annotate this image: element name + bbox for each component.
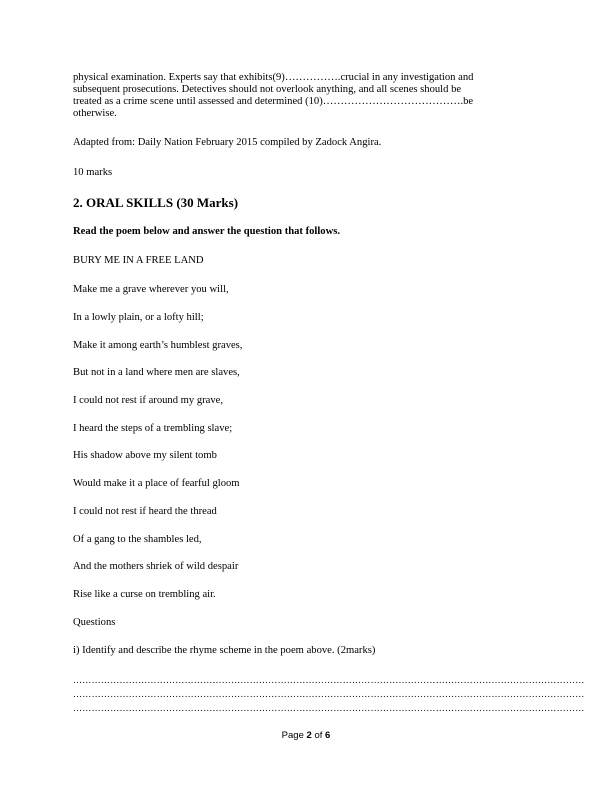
section-heading: 2. ORAL SKILLS (30 Marks): [73, 195, 239, 210]
poem-line: I could not rest if heard the thread: [73, 506, 217, 517]
poem-line: Rise like a curse on trembling air.: [73, 589, 216, 600]
answer-line: …………………………………………………………………………………………………………………………………………………: [73, 703, 585, 713]
footer-of: of: [314, 730, 323, 741]
answer-line: …………………………………………………………………………………………………………………………………………………: [73, 689, 585, 699]
poem-line: Make me a grave wherever you will,: [73, 284, 229, 295]
poem-line: Make it among earth’s humblest graves,: [73, 340, 243, 351]
passage-line-2: subsequent prosecutions. Detectives should not overlook anything, and all scenes should be: [73, 84, 462, 95]
poem-line: But not in a land where men are slaves,: [73, 367, 240, 378]
source-citation: Adapted from: Daily Nation February 2015 compiled by Zadock Angira.: [73, 137, 382, 148]
page-footer: [0, 730, 612, 742]
passage-line-1: physical examination. Experts say that exhibits(9)…………….crucial in any investigation and: [73, 72, 474, 83]
poem-line: Of a gang to the shambles led,: [73, 534, 202, 545]
footer-current-page: 2: [306, 730, 312, 741]
questions-label: Questions: [73, 617, 116, 628]
poem-line: His shadow above my silent tomb: [73, 450, 217, 461]
footer-total-pages: 6: [325, 730, 331, 741]
poem-line: And the mothers shriek of wild despair: [73, 561, 239, 572]
poem-line: In a lowly plain, or a lofty hill;: [73, 312, 204, 323]
poem-line: Would make it a place of fearful gloom: [73, 478, 240, 489]
footer-prefix: Page: [281, 730, 304, 741]
answer-line: …………………………………………………………………………………………………………………………………………………: [73, 675, 585, 685]
marks-label: 10 marks: [73, 167, 113, 178]
section-instruction: Read the poem below and answer the question that follows.: [73, 226, 341, 237]
question-1: i) Identify and describe the rhyme scheme in the poem above. (2marks): [73, 645, 376, 656]
passage-line-3: treated as a crime scene until assessed and determined (10)………………………………….be: [73, 96, 474, 107]
poem-line: I could not rest if around my grave,: [73, 395, 224, 406]
poem-line: I heard the steps of a trembling slave;: [73, 423, 233, 434]
poem-title: BURY ME IN A FREE LAND: [73, 255, 204, 266]
passage-line-4: otherwise.: [73, 108, 117, 119]
